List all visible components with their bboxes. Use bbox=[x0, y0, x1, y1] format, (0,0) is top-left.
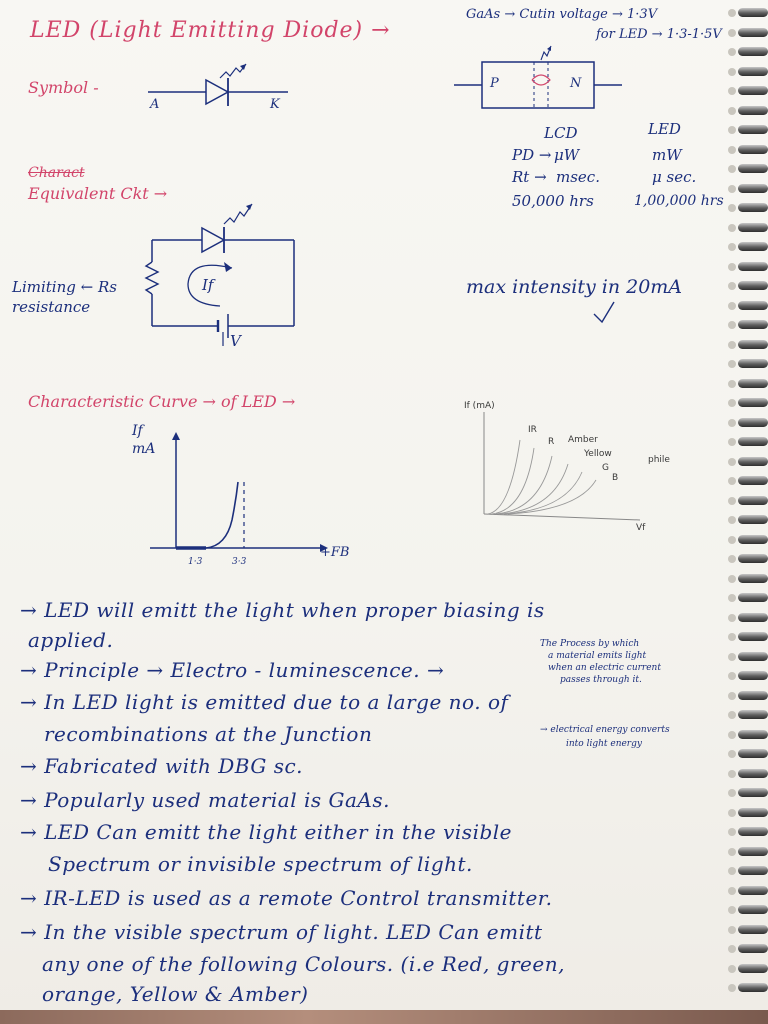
table-row-param: PD → bbox=[512, 146, 552, 164]
spiral-hole bbox=[728, 458, 736, 466]
if-label: If bbox=[202, 276, 214, 294]
spiral-hole bbox=[728, 224, 736, 232]
spiral-ring bbox=[738, 925, 768, 934]
spiral-hole bbox=[728, 341, 736, 349]
spiral-ring bbox=[738, 496, 768, 505]
n-region-label: N bbox=[570, 76, 582, 91]
spiral-ring bbox=[738, 866, 768, 875]
p-region-label: P bbox=[490, 76, 499, 91]
note-line: Spectrum or invisible spectrum of light. bbox=[48, 852, 473, 876]
spiral-ring bbox=[738, 515, 768, 524]
struck-word: Charact bbox=[28, 165, 85, 181]
spiral-hole bbox=[728, 575, 736, 583]
spiral-ring bbox=[738, 613, 768, 622]
spiral-hole bbox=[728, 165, 736, 173]
spiral-hole bbox=[728, 926, 736, 934]
spiral-hole bbox=[728, 887, 736, 895]
pencil-curve-label: G bbox=[602, 463, 609, 473]
max-intensity-note: max intensity in 20mA bbox=[466, 276, 683, 298]
spiral-ring bbox=[738, 125, 768, 134]
spiral-hole bbox=[728, 965, 736, 973]
tick-label-2: 3·3 bbox=[232, 557, 247, 567]
spiral-hole bbox=[728, 867, 736, 875]
side-note-line: The Process by which bbox=[540, 639, 640, 649]
spiral-ring bbox=[738, 847, 768, 856]
spiral-ring bbox=[738, 964, 768, 973]
spiral-ring bbox=[738, 886, 768, 895]
note-line: → IR-LED is used as a remote Control transmitter. bbox=[20, 886, 553, 910]
spiral-hole bbox=[728, 770, 736, 778]
table-cell-led: μ sec. bbox=[652, 168, 697, 186]
spiral-hole bbox=[728, 360, 736, 368]
spiral-ring bbox=[738, 379, 768, 388]
note-line: applied. bbox=[28, 628, 114, 652]
spiral-ring bbox=[738, 184, 768, 193]
spiral-ring bbox=[738, 769, 768, 778]
spiral-ring bbox=[738, 145, 768, 154]
note-line: → LED Can emitt the light either in the visible bbox=[20, 820, 513, 844]
spiral-hole bbox=[728, 185, 736, 193]
spiral-hole bbox=[728, 204, 736, 212]
spiral-hole bbox=[728, 126, 736, 134]
spiral-ring bbox=[738, 535, 768, 544]
spiral-hole bbox=[728, 594, 736, 602]
spiral-ring bbox=[738, 827, 768, 836]
spiral-hole bbox=[728, 399, 736, 407]
spiral-ring bbox=[738, 320, 768, 329]
spiral-hole bbox=[728, 48, 736, 56]
checkmark-icon bbox=[592, 300, 616, 324]
spiral-ring bbox=[738, 164, 768, 173]
spiral-hole bbox=[728, 653, 736, 661]
note-line: → LED will emitt the light when proper biasing is bbox=[20, 598, 545, 622]
spiral-ring bbox=[738, 574, 768, 583]
spiral-ring bbox=[738, 730, 768, 739]
spiral-ring bbox=[738, 457, 768, 466]
table-header-led: LED bbox=[648, 120, 681, 138]
spiral-hole bbox=[728, 380, 736, 388]
spiral-hole bbox=[728, 614, 736, 622]
spiral-hole bbox=[728, 828, 736, 836]
side-note-line: a material emits light bbox=[548, 651, 647, 661]
spiral-ring bbox=[738, 340, 768, 349]
x-axis-label: +FB bbox=[320, 545, 350, 560]
pencil-color-curves bbox=[470, 410, 670, 540]
side-note-line: when an electric current bbox=[548, 663, 661, 673]
desk-surface bbox=[0, 1010, 768, 1024]
spiral-hole bbox=[728, 146, 736, 154]
note-line: orange, Yellow & Amber) bbox=[42, 982, 309, 1006]
table-cell-lcd: μW bbox=[554, 146, 580, 164]
spiral-hole bbox=[728, 789, 736, 797]
spiral-hole bbox=[728, 497, 736, 505]
note-line: recombinations at the Junction bbox=[44, 722, 373, 746]
pencil-curve-label: Yellow bbox=[584, 449, 612, 459]
note-line: → Principle → Electro - luminescence. → bbox=[20, 658, 445, 682]
spiral-hole bbox=[728, 711, 736, 719]
spiral-ring bbox=[738, 671, 768, 680]
spiral-hole bbox=[728, 107, 736, 115]
note-line: any one of the following Colours. (i.e Red, green, bbox=[42, 952, 565, 976]
table-cell-led: mW bbox=[652, 146, 682, 164]
spiral-ring bbox=[738, 593, 768, 602]
spiral-ring bbox=[738, 301, 768, 310]
spiral-ring bbox=[738, 983, 768, 992]
spiral-hole bbox=[728, 87, 736, 95]
gaas-cutin-line: GaAs → Cutin voltage → 1·3V bbox=[466, 7, 658, 22]
note-line: → Popularly used material is GaAs. bbox=[20, 788, 390, 812]
y-axis-unit: mA bbox=[132, 441, 156, 457]
spiral-hole bbox=[728, 9, 736, 17]
led-voltage-range: for LED → 1·3-1·5V bbox=[596, 27, 722, 42]
spiral-hole bbox=[728, 263, 736, 271]
note-line: → In LED light is emitted due to a large no. of bbox=[20, 690, 509, 714]
pencil-curve-label: Amber bbox=[568, 435, 598, 445]
spiral-ring bbox=[738, 554, 768, 563]
spiral-hole bbox=[728, 731, 736, 739]
pencil-y-label: If (mA) bbox=[464, 401, 495, 411]
spiral-hole bbox=[728, 536, 736, 544]
spiral-hole bbox=[728, 302, 736, 310]
spiral-hole bbox=[728, 692, 736, 700]
tick-label-1: 1·3 bbox=[188, 557, 203, 567]
pencil-x-label: Vf bbox=[636, 523, 646, 533]
spiral-hole bbox=[728, 321, 736, 329]
spiral-hole bbox=[728, 984, 736, 992]
spiral-ring bbox=[738, 691, 768, 700]
spiral-hole bbox=[728, 750, 736, 758]
table-cell-lcd: msec. bbox=[556, 168, 600, 186]
v-label: V bbox=[230, 332, 241, 350]
spiral-ring bbox=[738, 710, 768, 719]
table-header-lcd: LCD bbox=[544, 124, 578, 142]
spiral-ring bbox=[738, 262, 768, 271]
table-cell-led: 1,00,000 hrs bbox=[634, 193, 724, 209]
spiral-ring bbox=[738, 652, 768, 661]
spiral-hole bbox=[728, 477, 736, 485]
pencil-curve-label: B bbox=[612, 473, 619, 483]
spiral-ring bbox=[738, 749, 768, 758]
spiral-ring bbox=[738, 632, 768, 641]
pencil-curve-label: R bbox=[548, 437, 555, 447]
table-row-param: Rt → bbox=[512, 168, 547, 186]
side-note-line: → electrical energy converts bbox=[540, 725, 670, 735]
spiral-hole bbox=[728, 809, 736, 817]
characteristic-curve-label: Characteristic Curve → of LED → bbox=[28, 392, 296, 411]
spiral-ring bbox=[738, 788, 768, 797]
spiral-ring bbox=[738, 398, 768, 407]
spiral-hole bbox=[728, 555, 736, 563]
spiral-hole bbox=[728, 848, 736, 856]
side-note-line: passes through it. bbox=[560, 675, 642, 685]
spiral-hole bbox=[728, 29, 736, 37]
spiral-hole bbox=[728, 945, 736, 953]
cathode-label: K bbox=[270, 97, 280, 112]
pencil-curve-label: phile bbox=[648, 455, 670, 465]
spiral-ring bbox=[738, 808, 768, 817]
y-axis-label: If bbox=[132, 423, 143, 439]
spiral-hole bbox=[728, 633, 736, 641]
anode-label: A bbox=[150, 97, 160, 112]
spiral-ring bbox=[738, 476, 768, 485]
spiral-ring bbox=[738, 106, 768, 115]
resistance-label: resistance bbox=[12, 298, 91, 316]
pencil-curve-label: IR bbox=[528, 425, 537, 435]
characteristic-curve-graph bbox=[146, 430, 336, 570]
equivalent-circuit-diagram bbox=[140, 194, 310, 344]
spiral-ring bbox=[738, 47, 768, 56]
spiral-ring bbox=[738, 67, 768, 76]
side-note-line: into light energy bbox=[566, 739, 642, 749]
table-cell-lcd: 50,000 hrs bbox=[512, 192, 594, 210]
spiral-ring bbox=[738, 242, 768, 251]
spiral-ring bbox=[738, 28, 768, 37]
spiral-hole bbox=[728, 438, 736, 446]
note-line: → In the visible spectrum of light. LED Can emitt bbox=[20, 920, 543, 944]
spiral-ring bbox=[738, 281, 768, 290]
spiral-ring bbox=[738, 86, 768, 95]
spiral-hole bbox=[728, 419, 736, 427]
spiral-ring bbox=[738, 944, 768, 953]
spiral-hole bbox=[728, 672, 736, 680]
spiral-hole bbox=[728, 243, 736, 251]
spiral-ring bbox=[738, 437, 768, 446]
page-title: LED (Light Emitting Diode) → bbox=[30, 18, 391, 43]
spiral-ring bbox=[738, 203, 768, 212]
spiral-ring bbox=[738, 418, 768, 427]
limiting-label: Limiting ← Rs bbox=[12, 278, 117, 296]
symbol-label: Symbol - bbox=[28, 78, 99, 97]
spiral-ring bbox=[738, 223, 768, 232]
spiral-hole bbox=[728, 906, 736, 914]
pn-junction-diagram bbox=[454, 40, 624, 120]
equivalent-circuit-label: Equivalent Ckt → bbox=[28, 184, 168, 203]
spiral-ring bbox=[738, 8, 768, 17]
spiral-hole bbox=[728, 68, 736, 76]
spiral-ring bbox=[738, 359, 768, 368]
spiral-hole bbox=[728, 516, 736, 524]
note-line: → Fabricated with DBG sc. bbox=[20, 754, 304, 778]
spiral-hole bbox=[728, 282, 736, 290]
spiral-ring bbox=[738, 905, 768, 914]
